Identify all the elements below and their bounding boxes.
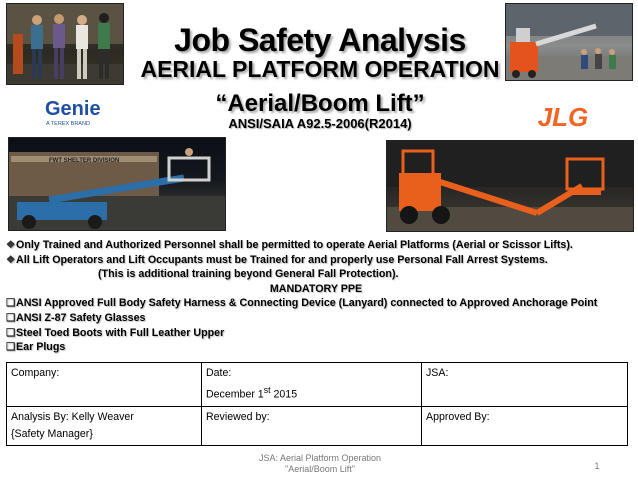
diamond-bullet-icon: ❖ [6, 239, 16, 251]
checkbox-bullet-icon: ❑ [6, 341, 16, 354]
jlg-boom-lift-illustration [387, 141, 634, 232]
ppe-item-text: ANSI Z-87 Safety Glasses [16, 311, 146, 324]
genie-logo-tagline: A TEREX BRAND [46, 121, 90, 127]
standard-reference: ANSI/SAIA A92.5-2006(R2014) [228, 116, 412, 131]
page-title: Job Safety Analysis [174, 22, 466, 58]
bullet-item [6, 253, 636, 268]
bullet-item [6, 238, 636, 253]
date-ordinal: st [263, 385, 271, 395]
diamond-bullet-icon: ❖ [6, 253, 16, 266]
boom-lift-hangar-photo [505, 3, 633, 81]
ppe-item [6, 326, 636, 341]
page-subtitle: AERIAL PLATFORM OPERATION [140, 56, 500, 82]
footer-line-2: "Aerial/Boom Lift" [285, 464, 355, 474]
genie-logo [44, 96, 116, 128]
checkbox-bullet-icon: ❑ [6, 326, 16, 339]
boom-lift-building-photo [8, 137, 226, 231]
jsa-label-line [426, 365, 623, 382]
slide-footer [230, 453, 410, 475]
reviewed-label: Reviewed by: [206, 410, 270, 423]
date-value-main: December 1 [206, 388, 264, 401]
equipment-title: “Aerial/Boom Lift” [215, 90, 425, 117]
page-number: 1 [594, 461, 600, 471]
table-row [7, 406, 628, 445]
date-label: Date: [206, 367, 232, 379]
workers-photo-illustration [7, 4, 124, 85]
analysis-role: {Safety Manager} [11, 427, 93, 440]
bullet-text: Only Trained and Authorized Personnel shall be permitted to operate Aerial Platforms (Aerial or Scissor Lifts). [16, 239, 573, 251]
company-label: Company: [11, 367, 60, 379]
date-value [206, 382, 417, 404]
genie-logo-graphic [44, 96, 116, 128]
boom-lift-building-illustration [9, 138, 226, 231]
approved-cell [422, 406, 628, 445]
ppe-item-text: ANSI Approved Full Body Safety Harness & Connecting Device (Lanyard) connected to Approved Anchorage Point [16, 297, 598, 310]
genie-logo-wordmark: Genie [45, 98, 101, 120]
bullet-text: All Lift Operators and Lift Occupants must be Trained for and properly use Personal Fall Arrest Systems. [16, 253, 548, 266]
ppe-heading: MANDATORY PPE [269, 282, 363, 295]
jsa-cell [422, 363, 628, 407]
analysis-label: Analysis By: Kelly Weaver [11, 410, 134, 423]
footer-line-1: JSA: Aerial Platform Operation [258, 453, 382, 463]
analysis-cell [7, 406, 202, 445]
jlg-boom-lift-photo [386, 140, 634, 232]
boom-lift-hangar-illustration [506, 4, 633, 81]
jlg-logo-graphic [527, 103, 599, 129]
ppe-item [6, 296, 636, 311]
training-note: (This is additional training beyond General Fall Protection). [98, 268, 399, 281]
approved-label: Approved By: [426, 410, 490, 423]
building-sign: FWT SHELTER DIVISION [49, 158, 120, 164]
jsa-info-table [6, 362, 628, 446]
date-cell [202, 363, 422, 407]
jlg-logo-wordmark: JLG [537, 103, 589, 129]
ppe-item-text: Ear Plugs [16, 341, 66, 354]
reviewed-cell [202, 406, 422, 445]
ppe-item [6, 311, 636, 326]
checkbox-bullet-icon: ❑ [6, 311, 16, 324]
safety-requirements [6, 238, 636, 355]
jlg-logo [527, 103, 599, 129]
workers-photo [6, 3, 124, 85]
date-value-year: 2015 [270, 388, 298, 401]
checkbox-bullet-icon: ❑ [6, 297, 16, 310]
ppe-item [6, 340, 636, 355]
jsa-colon: : [445, 367, 449, 379]
ppe-item-text: Steel Toed Boots with Full Leather Upper [16, 326, 225, 339]
table-row [7, 363, 628, 407]
jsa-label: JSA [426, 367, 446, 379]
company-cell [7, 363, 202, 407]
